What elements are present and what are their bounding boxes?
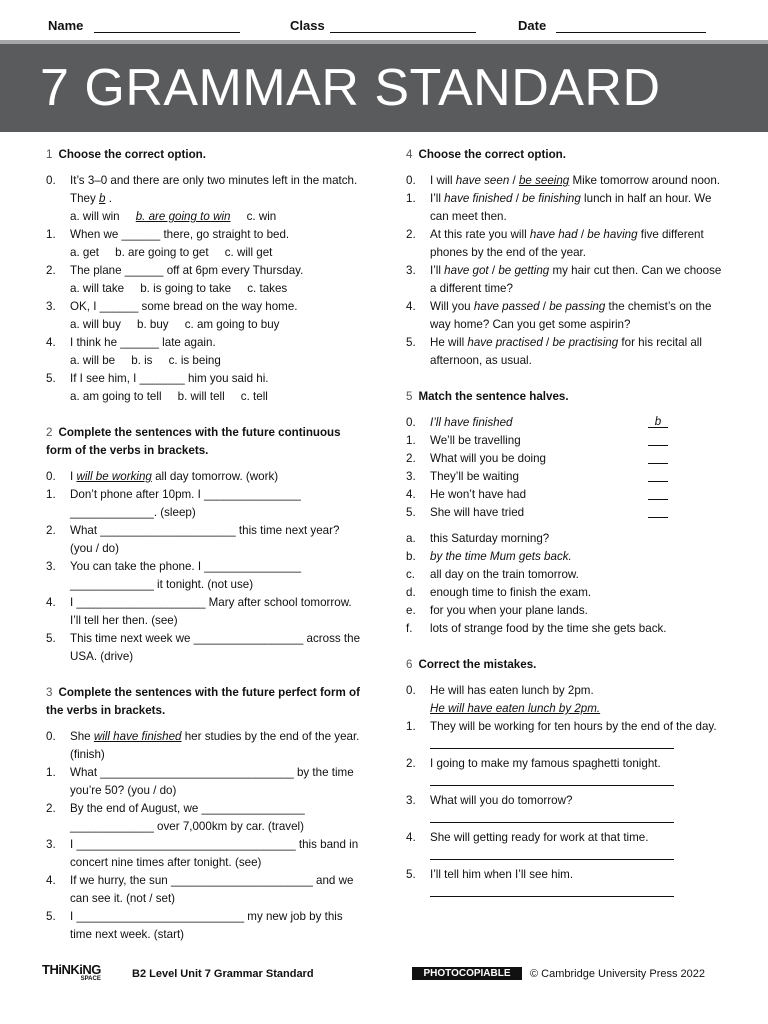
question-item bbox=[46, 468, 364, 486]
item-text: I __________________________ my new job by this time next week. (start) bbox=[70, 910, 343, 941]
item-number: 5. bbox=[406, 506, 416, 519]
option-a: have got bbox=[444, 264, 489, 277]
item-number: 3. bbox=[46, 838, 56, 851]
section-heading bbox=[46, 424, 364, 460]
question-item bbox=[406, 829, 726, 847]
item-text-pre: I’ll bbox=[430, 264, 445, 277]
question-item bbox=[46, 800, 364, 836]
example-answer: will be working bbox=[76, 470, 152, 483]
section-4 bbox=[406, 146, 726, 370]
item-text-post: her studies by the end of the year. (finish) bbox=[70, 730, 360, 761]
write-line[interactable] bbox=[430, 773, 674, 786]
example-answer: will have finished bbox=[93, 730, 182, 743]
write-line[interactable] bbox=[430, 884, 674, 897]
correction-text: He will have eaten lunch by 2pm. bbox=[430, 702, 601, 715]
item-text-pre: Will you bbox=[430, 300, 474, 313]
logo-text: THiNKiNG bbox=[42, 962, 101, 977]
item-text: If we hurry, the sun ______________________ and we can see it. (not / set) bbox=[70, 874, 354, 905]
item-number: 5. bbox=[46, 910, 56, 923]
item-number: 2. bbox=[406, 757, 416, 770]
option: b. will tell bbox=[177, 390, 225, 403]
question-item bbox=[46, 298, 364, 316]
item-text: I’ll tell him when I’ll see him. bbox=[430, 868, 574, 881]
item-text: this Saturday morning? bbox=[430, 532, 550, 545]
item-number: 0. bbox=[46, 470, 56, 483]
question-item bbox=[406, 718, 726, 736]
item-text: OK, I ______ some bread on the way home. bbox=[70, 300, 298, 313]
section-1 bbox=[46, 146, 364, 406]
item-letter: d. bbox=[406, 586, 416, 599]
question-item bbox=[46, 558, 364, 594]
match-second-half bbox=[406, 566, 726, 584]
photocopiable-badge: PHOTOCOPIABLE bbox=[412, 967, 522, 980]
answer-blank[interactable] bbox=[648, 450, 668, 464]
item-number: 2. bbox=[46, 802, 56, 815]
question-item bbox=[406, 755, 726, 773]
item-number: 2. bbox=[46, 524, 56, 537]
item-number: 2. bbox=[46, 264, 56, 277]
item-number: 1. bbox=[406, 192, 416, 205]
answer-line bbox=[406, 736, 726, 749]
option: a. will take bbox=[70, 282, 125, 295]
option: b. are going to get bbox=[115, 246, 209, 259]
item-number: 4. bbox=[406, 488, 416, 501]
item-letter: b. bbox=[406, 550, 416, 563]
option-b: be seeing bbox=[518, 174, 570, 187]
item-text-pre: I bbox=[70, 470, 77, 483]
question-item bbox=[46, 836, 364, 872]
item-text: He will has eaten lunch by 2pm. bbox=[430, 684, 594, 697]
answer-line bbox=[406, 847, 726, 860]
thinking-space-logo bbox=[42, 964, 101, 983]
item-number: 2. bbox=[406, 452, 416, 465]
option-list bbox=[46, 280, 364, 298]
option: c. win bbox=[246, 210, 277, 223]
section-number: 5 bbox=[406, 390, 413, 403]
logo-subtext: SPACE bbox=[80, 976, 101, 982]
item-text: all day on the train tomorrow. bbox=[430, 568, 579, 581]
option-a: have seen bbox=[455, 174, 510, 187]
match-second-half bbox=[406, 584, 726, 602]
item-number: 0. bbox=[46, 174, 56, 187]
item-text-post: five different phones by the end of the year. bbox=[430, 228, 704, 259]
question-item bbox=[46, 226, 364, 244]
item-number: 5. bbox=[406, 868, 416, 881]
item-text: for you when your plane lands. bbox=[430, 604, 588, 617]
item-number: 0. bbox=[406, 684, 416, 697]
question-item bbox=[46, 594, 364, 630]
question-item: 3. I’ll have got / be getting my hair cut then. Can we choose a different time? bbox=[406, 264, 722, 295]
section-heading-text: Match the sentence halves. bbox=[418, 390, 569, 403]
item-number: 4. bbox=[46, 336, 56, 349]
item-text-pre: He will bbox=[430, 336, 468, 349]
option-list bbox=[46, 208, 364, 226]
option-a: have had bbox=[529, 228, 578, 241]
item-text: What will you do tomorrow? bbox=[430, 794, 573, 807]
item-text: It’s 3–0 and there are only two minutes left in the match. They bbox=[70, 174, 358, 205]
section-5 bbox=[406, 388, 726, 638]
option-a: have passed bbox=[473, 300, 540, 313]
title-banner bbox=[0, 40, 768, 132]
example-answer: b bbox=[99, 192, 106, 205]
section-heading bbox=[46, 684, 364, 720]
option-list bbox=[46, 352, 364, 370]
option-b: be having bbox=[587, 228, 638, 241]
option: c. is being bbox=[168, 354, 221, 367]
item-number: 4. bbox=[406, 300, 416, 313]
item-number: 3. bbox=[406, 794, 416, 807]
match-first-half bbox=[406, 414, 726, 432]
item-text: What ______________________________ by the time you’re 50? (you / do) bbox=[70, 766, 354, 797]
option-b: be getting bbox=[498, 264, 550, 277]
question-item bbox=[46, 522, 364, 558]
section-number: 2 bbox=[46, 426, 53, 439]
item-number: 4. bbox=[406, 831, 416, 844]
question-item bbox=[406, 682, 726, 700]
option-list bbox=[46, 316, 364, 334]
question-item bbox=[46, 486, 364, 522]
item-text-post: lunch in half an hour. We can meet then. bbox=[430, 192, 712, 223]
answer-blank[interactable] bbox=[648, 504, 668, 518]
item-number: 2. bbox=[406, 228, 416, 241]
option: b. are going to win bbox=[135, 210, 231, 223]
question-item: 4. Will you have passed / be passing the chemist’s on the way home? Can you get some aspirin? bbox=[406, 300, 712, 331]
question-item: 2. At this rate you will have had / be having five different phones by the end of the year. bbox=[406, 228, 704, 259]
option-list bbox=[46, 244, 364, 262]
section-heading-text: Complete the sentences with the future continuous form of the verbs in brackets. bbox=[46, 426, 341, 457]
example-correction bbox=[406, 700, 726, 718]
match-first-half bbox=[406, 504, 726, 522]
item-text: When we ______ there, go straight to bed. bbox=[70, 228, 290, 241]
section-number: 3 bbox=[46, 686, 53, 699]
section-heading bbox=[46, 146, 364, 164]
class-label: Class bbox=[290, 18, 325, 33]
item-number: 0. bbox=[406, 174, 416, 187]
item-text: This time next week we _________________ across the USA. (drive) bbox=[70, 632, 361, 663]
option: a. will win bbox=[70, 210, 120, 223]
question-item bbox=[46, 764, 364, 800]
question-item bbox=[46, 630, 364, 666]
item-letter: c. bbox=[406, 568, 416, 581]
item-number: 3. bbox=[406, 470, 416, 483]
section-number: 4 bbox=[406, 148, 413, 161]
answer-line bbox=[406, 884, 726, 897]
match-second-half bbox=[406, 620, 726, 638]
item-text: I __________________________________ this band in concert nine times after tonight. (see) bbox=[70, 838, 359, 869]
write-line[interactable] bbox=[430, 847, 674, 860]
section-heading-text: Choose the correct option. bbox=[418, 148, 566, 161]
answer-line bbox=[406, 810, 726, 823]
section-heading-text: Correct the mistakes. bbox=[418, 658, 537, 671]
footer-unit-text: B2 Level Unit 7 Grammar Standard bbox=[132, 968, 314, 980]
question-item bbox=[46, 728, 364, 764]
section-number: 6 bbox=[406, 658, 413, 671]
item-text: We’ll be travelling bbox=[430, 434, 521, 447]
option-b: be practising bbox=[552, 336, 619, 349]
item-number: 1. bbox=[46, 766, 56, 779]
section-3 bbox=[46, 684, 364, 944]
item-text: I’ll have finished bbox=[430, 416, 513, 429]
item-text: You can take the phone. I _______________ _____________ it tonight. (not use) bbox=[70, 560, 302, 591]
section-6 bbox=[406, 656, 726, 897]
item-number: 3. bbox=[406, 264, 416, 277]
item-text: She will getting ready for work at that time. bbox=[430, 831, 649, 844]
item-text: If I see him, I _______ him you said hi. bbox=[70, 372, 269, 385]
item-text: I think he ______ late again. bbox=[70, 336, 216, 349]
option-a: have practised bbox=[467, 336, 543, 349]
item-number: 1. bbox=[406, 434, 416, 447]
item-text: What will you be doing bbox=[430, 452, 546, 465]
answer-blank[interactable] bbox=[648, 468, 668, 482]
name-field[interactable] bbox=[94, 32, 240, 33]
item-text: by the time Mum gets back. bbox=[430, 550, 572, 563]
question-item bbox=[406, 866, 726, 884]
item-number: 3. bbox=[46, 560, 56, 573]
question-item bbox=[406, 792, 726, 810]
item-text: lots of strange food by the time she gets back. bbox=[430, 622, 667, 635]
answer-blank[interactable] bbox=[648, 432, 668, 446]
item-number: 4. bbox=[46, 596, 56, 609]
option: a. am going to tell bbox=[70, 390, 162, 403]
item-number: 0. bbox=[46, 730, 56, 743]
question-item: 0. It’s 3–0 and there are only two minutes left in the match. They b . bbox=[46, 174, 358, 205]
match-second-half bbox=[406, 530, 726, 548]
right-column bbox=[406, 146, 726, 915]
item-text: He won’t have had bbox=[430, 488, 527, 501]
option: b. buy bbox=[137, 318, 169, 331]
item-text-post: Mike tomorrow around noon. bbox=[569, 174, 721, 187]
item-number: 1. bbox=[406, 720, 416, 733]
option: c. am going to buy bbox=[184, 318, 280, 331]
item-text: enough time to finish the exam. bbox=[430, 586, 592, 599]
item-text: Don’t phone after 10pm. I _______________ _____________. (sleep) bbox=[70, 488, 301, 519]
question-item: 0. I will have seen / be seeing Mike tomorrow around noon. bbox=[406, 172, 726, 190]
item-text-post: my hair cut then. Can we choose a different time? bbox=[430, 264, 722, 295]
answer-blank[interactable]: b bbox=[648, 414, 668, 428]
answer-blank[interactable] bbox=[648, 486, 668, 500]
option-b: be finishing bbox=[522, 192, 581, 205]
question-item: 5. He will have practised / be practising for his recital all afternoon, as usual. bbox=[406, 336, 702, 367]
match-second-half bbox=[406, 548, 726, 566]
option: b. is going to take bbox=[140, 282, 232, 295]
name-label: Name bbox=[48, 18, 84, 33]
item-text: They’ll be waiting bbox=[430, 470, 519, 483]
match-first-half bbox=[406, 468, 726, 486]
item-text-post: the chemist’s on the way home? Can you get some aspirin? bbox=[430, 300, 712, 331]
copyright: © Cambridge University Press 2022 bbox=[530, 968, 706, 980]
item-text: I going to make my famous spaghetti tonight. bbox=[430, 757, 661, 770]
write-line[interactable] bbox=[430, 736, 674, 749]
item-number: 5. bbox=[406, 336, 416, 349]
item-text: She will have tried bbox=[430, 506, 525, 519]
page-title: 7 GRAMMAR STANDARD bbox=[40, 59, 661, 117]
item-text: What _____________________ this time next year? (you / do) bbox=[70, 524, 340, 555]
item-number: 4. bbox=[46, 874, 56, 887]
option-list bbox=[46, 388, 364, 406]
item-text-pre: At this rate you will bbox=[430, 228, 530, 241]
option: c. will get bbox=[224, 246, 273, 259]
match-second-half bbox=[406, 602, 726, 620]
option: a. get bbox=[70, 246, 100, 259]
item-letter: a. bbox=[406, 532, 416, 545]
item-text: By the end of August, we ________________ _____________ over 7,000km by car. (travel) bbox=[70, 802, 305, 833]
section-heading bbox=[406, 388, 726, 406]
item-number: 3. bbox=[46, 300, 56, 313]
class-field[interactable] bbox=[330, 32, 476, 33]
spacer bbox=[406, 522, 726, 530]
header-fields bbox=[0, 16, 768, 38]
question-item: 1. I’ll have finished / be finishing lunch in half an hour. We can meet then. bbox=[406, 192, 712, 223]
date-field[interactable] bbox=[556, 32, 706, 33]
match-first-half bbox=[406, 450, 726, 468]
item-text: The plane ______ off at 6pm every Thursday. bbox=[70, 264, 304, 277]
item-text-pre: She bbox=[70, 730, 94, 743]
question-item bbox=[46, 908, 364, 944]
item-text: They will be working for ten hours by the end of the day. bbox=[430, 720, 717, 733]
question-item bbox=[46, 334, 364, 352]
match-first-half bbox=[406, 432, 726, 450]
answer-line bbox=[406, 773, 726, 786]
option: c. tell bbox=[240, 390, 268, 403]
question-item bbox=[46, 370, 364, 388]
section-heading bbox=[406, 146, 726, 164]
item-letter: e. bbox=[406, 604, 416, 617]
item-number: 1. bbox=[46, 488, 56, 501]
write-line[interactable] bbox=[430, 810, 674, 823]
section-heading-text: Complete the sentences with the future perfect form of the verbs in brackets. bbox=[46, 686, 360, 717]
item-number: 1. bbox=[46, 228, 56, 241]
item-number: 5. bbox=[46, 632, 56, 645]
option: a. will be bbox=[70, 354, 116, 367]
item-text-pre: I’ll bbox=[430, 192, 445, 205]
section-number: 1 bbox=[46, 148, 53, 161]
section-heading bbox=[406, 656, 726, 674]
item-letter: f. bbox=[406, 622, 413, 635]
question-item bbox=[46, 262, 364, 280]
item-number: 0. bbox=[406, 416, 416, 429]
question-item bbox=[46, 872, 364, 908]
item-text-post: for his recital all afternoon, as usual. bbox=[430, 336, 702, 367]
left-column bbox=[46, 146, 364, 962]
option: b. is bbox=[131, 354, 153, 367]
item-number: 5. bbox=[46, 372, 56, 385]
match-first-half bbox=[406, 486, 726, 504]
option: a. will buy bbox=[70, 318, 121, 331]
item-text-pre: I will bbox=[430, 174, 456, 187]
option-b: be passing bbox=[549, 300, 606, 313]
footer bbox=[0, 964, 768, 988]
option: c. takes bbox=[247, 282, 288, 295]
section-heading-text: Choose the correct option. bbox=[58, 148, 206, 161]
date-label: Date bbox=[518, 18, 547, 33]
section-2 bbox=[46, 424, 364, 666]
item-text-post: all day tomorrow. (work) bbox=[151, 470, 279, 483]
item-text: I ____________________ Mary after school tomorrow. I’ll tell her then. (see) bbox=[70, 596, 352, 627]
option-a: have finished bbox=[444, 192, 513, 205]
